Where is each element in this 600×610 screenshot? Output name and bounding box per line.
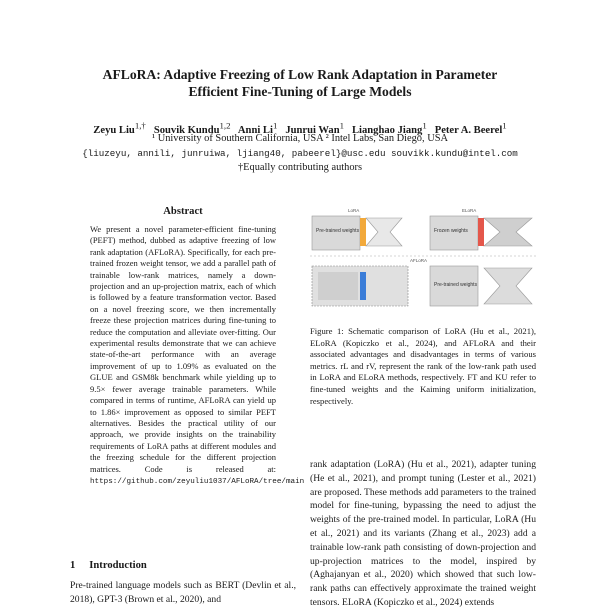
title-line-1: AFLoRA: Adaptive Freezing of Low Rank Adaptation in Parameter xyxy=(102,67,498,82)
author-4: Junrui Wan$^1$ xyxy=(285,120,345,136)
abstract-heading: Abstract xyxy=(163,206,203,217)
fig-label-aflora: AFLoRA xyxy=(410,258,428,263)
section-number: 1 xyxy=(70,560,76,571)
elora-box-text: Frozen weights xyxy=(434,228,468,234)
figure-1-caption: Figure 1: Schematic comparison of LoRA (Hu et al., 2021), ELoRA (Kopiczko et al., 2024), and AFLoRA and their associated advantages and disadvantages in terms of various metrics. rL and rV, represent the rank of the low-rank path used in LoRA and ELoRA methods, respectively. FT and KU refer to fine-tuned weights and the Kaiming uniform initialization, respectively. xyxy=(310,326,536,406)
code-link[interactable]: https://github.com/zeyuliu1037/AFLoRA/tree/main xyxy=(90,477,305,486)
affiliations: ¹ University of Southern California, USA ² Intel Labs, San Diego, USA xyxy=(152,133,448,144)
aflora-inner-block xyxy=(318,272,358,300)
aflora-box-text: Pre-trained weights xyxy=(434,282,478,288)
figure-1 xyxy=(310,206,536,314)
elora-lowrank-path xyxy=(484,218,532,246)
lora-accent-bar xyxy=(360,218,366,246)
aflora-lowrank-path xyxy=(484,268,532,304)
fig-label-elora: ELoRA xyxy=(462,208,477,213)
author-2: Souvik Kundu$^{1,2}$ xyxy=(153,120,231,136)
equal-contribution-note: †Equally contributing authors xyxy=(237,162,363,173)
fig-label-lora: LoRA xyxy=(348,208,360,213)
figure-1-schematic xyxy=(310,206,536,314)
elora-accent-bar xyxy=(478,218,484,246)
abstract-text: We present a novel parameter-efficient fine-tuning (PEFT) method, dubbed as adaptive freezing of low rank adaptation (AFLoRA). Specifically, for each pre-trained frozen weight tensor, we add a parallel path of trainable low-rank matrices, namely a down-projection and an up-projection matrix, each of which is followed by a feature transformation vector. Based on a novel freezing score, we then incrementally freeze these projection matrices during fine-tuning to reduce the computation and alleviate over-fitting. Our experimental results demonstrate that we can achieve state-of-the-art performance with an average improvement of up to 1.09% as evaluated on the GLUE and GSM8k benchmark while yielding up to 9.5× fewer average trainable parameters. While compared in terms of runtime, AFLoRA can yield up to 1.86× improvement as opposed to similar PEFT alternatives. Besides the practical utility of our approach, we provide insights on the trainability requirements of LoRA paths at different modules and the freezing schedule for the different projection matrices. Code is released at: xyxy=(90,224,276,474)
aflora-accent-bar xyxy=(360,272,366,300)
title-line-2: Efficient Fine-Tuning of Large Models xyxy=(188,84,412,99)
right-column-paragraph: rank adaptation (LoRA) (Hu et al., 2021), adapter tuning (He et al., 2021), and prompt tuning (Lester et al., 2021) are proposed. These methods add parameters to the trained model for fine-tuning, bypassing the need to adjust the weights of the pre-trained model. In particular, LoRA (Hu et al., 2021) and its variants (Zhang et al., 2023) add a trainable low-rank path consisting of down-projection and up-projection matrices to the model, inspired by (Aghajanyan et al., 2020) which showed that such low-rank paths can effectively approximate the trained weight tensors. ELoRA (Kopiczko et al., 2024) extends xyxy=(310,459,536,608)
intro-paragraph: Pre-trained language models such as BERT (Devlin et al., 2018), GPT-3 (Brown et al., 2020), and xyxy=(70,580,296,605)
author-1: Zeyu Liu$^{1,\dagger}$ xyxy=(93,120,146,136)
abstract-body xyxy=(90,224,305,488)
author-emails: {liuzeyu, annili, junruiwa, ljiang40, pabeerel}@usc.edu souvikk.kundu@intel.com xyxy=(82,148,518,159)
section-heading xyxy=(70,560,161,571)
author-3: Anni Li$^1$ xyxy=(237,120,278,136)
paper-title xyxy=(40,66,560,100)
author-5: Lianghao Jiang$^1$ xyxy=(351,120,427,136)
lora-box-text: Pre-trained weights xyxy=(316,228,360,234)
author-6: Peter A. Beerel$^1$ xyxy=(434,120,507,136)
lora-lowrank-path xyxy=(366,218,402,246)
section-title: Introduction xyxy=(89,560,147,571)
